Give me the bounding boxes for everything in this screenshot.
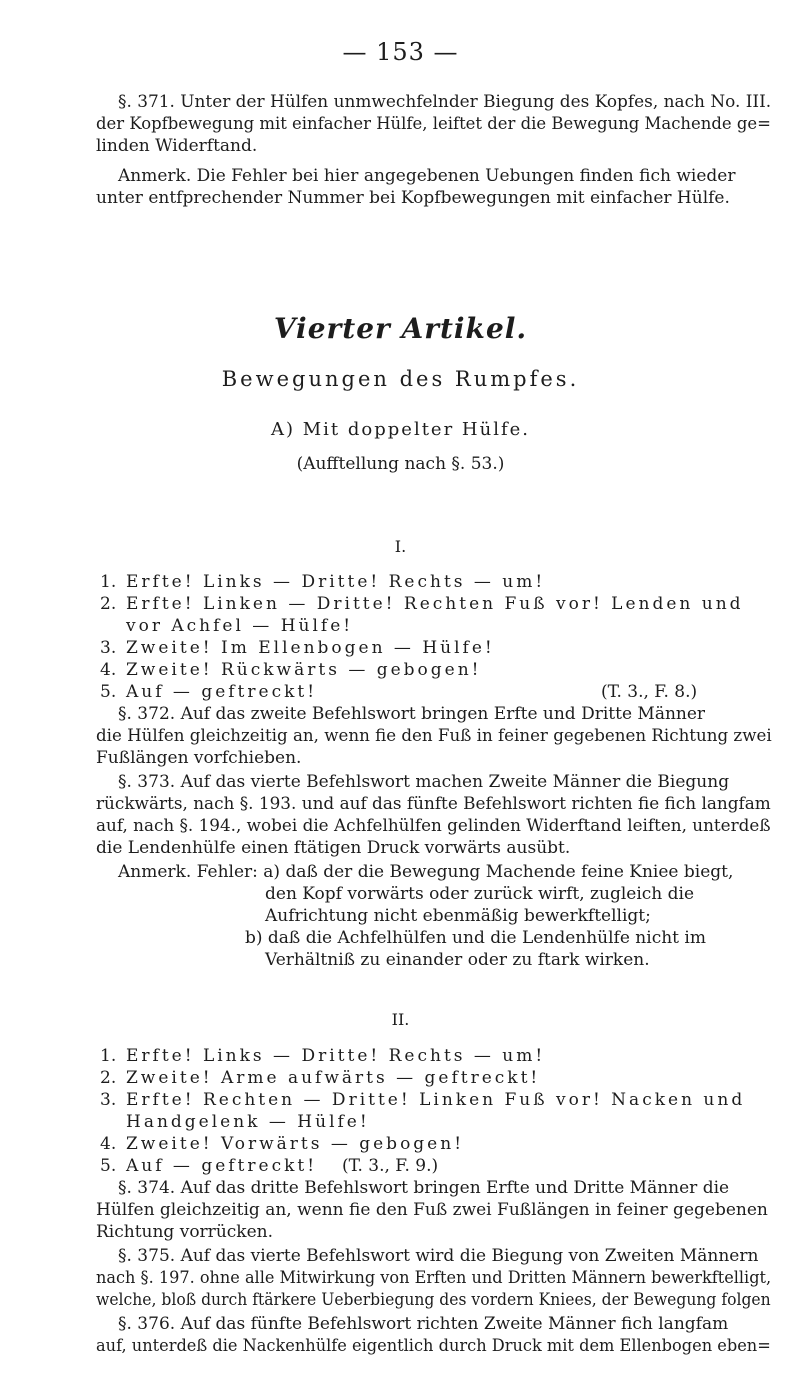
article-heading: Vierter Artikel.	[273, 312, 528, 345]
setup-reference: (Aufftellung nach §. 53.)	[296, 454, 505, 474]
paragraph-376-line-1: §. 376. Auf das fünfte Befehlswort richten Zweite Männer fich langfam	[118, 1314, 729, 1334]
paragraph-375-line-1: §. 375. Auf das vierte Befehlswort wird die Biegung von Zweiten Männern	[118, 1246, 759, 1266]
paragraph-372-line-1: §. 372. Auf das zweite Befehlswort bringen Erfte und Dritte Männer	[118, 704, 706, 724]
command-2-4: 4. Zweite! Vorwärts — gebogen!	[100, 1134, 465, 1154]
note-2-line-3: Aufrichtung nicht ebenmäßig bewerkftelligt;	[265, 906, 651, 926]
command-2: 2. Erfte! Linken — Dritte! Rechten Fuß vor! Lenden und	[100, 594, 744, 614]
paragraph-372-line-2: die Hülfen gleichzeitig an, wenn fie den Fuß in feiner gegebenen Richtung zwei	[96, 726, 772, 746]
subsection-title: A) Mit doppelter Hülfe.	[271, 419, 530, 440]
section-2-numeral: II.	[391, 1010, 410, 1029]
paragraph-372-line-3: Fußlängen vorfchieben.	[96, 748, 302, 768]
figure-reference-2: (T. 3., F. 9.)	[342, 1156, 439, 1176]
page-number: — 153 —	[342, 38, 459, 66]
paragraph-371-line-2: der Kopfbewegung mit einfacher Hülfe, leiftet der die Bewegung Machende ge=	[96, 114, 771, 134]
paragraph-373-line-1: §. 373. Auf das vierte Befehlswort machen Zweite Männer die Biegung	[118, 772, 730, 792]
section-1-numeral: I.	[394, 537, 407, 556]
command-4: 4. Zweite! Rückwärts — gebogen!	[100, 660, 482, 680]
note-2-line-1: Anmerk. Fehler: a) daß der die Bewegung Machende feine Kniee biegt,	[118, 862, 734, 882]
command-2-5: 5. Auf — geftreckt!	[100, 1156, 318, 1176]
command-5: 5. Auf — geftreckt!	[100, 682, 318, 702]
command-3: 3. Zweite! Im Ellenbogen — Hülfe!	[100, 638, 495, 658]
note-2-line-5: Verhältniß zu einander oder zu ftark wirken.	[265, 950, 650, 970]
command-2-3-continued: Handgelenk — Hülfe!	[126, 1112, 370, 1132]
command-2-continued: vor Achfel — Hülfe!	[126, 616, 354, 636]
paragraph-373-line-4: die Lendenhülfe einen ftätigen Druck vorwärts ausübt.	[96, 838, 571, 858]
paragraph-375-line-2: nach §. 197. ohne alle Mitwirkung von Erften und Dritten Männern bewerkftelligt,	[96, 1268, 772, 1288]
paragraph-373-line-3: auf, nach §. 194., wobei die Achfelhülfen gelinden Widerftand leiften, unterdeß	[96, 816, 771, 836]
paragraph-375-line-3: welche, bloß durch ftärkere Ueberbiegung des vordern Kniees, der Bewegung folgen	[96, 1290, 771, 1310]
command-2-2: 2. Zweite! Arme aufwärts — geftreckt!	[100, 1068, 541, 1088]
note-2-line-4: b) daß die Achfelhülfen und die Lendenhülfe nicht im	[245, 928, 706, 948]
command-2-3: 3. Erfte! Rechten — Dritte! Linken Fuß vor! Nacken und	[100, 1090, 746, 1110]
paragraph-374-line-2: Hülfen gleichzeitig an, wenn fie den Fuß zwei Fußlängen in feiner gegebenen	[96, 1200, 768, 1220]
paragraph-371-line-1: §. 371. Unter der Hülfen unmwechfelnder Biegung des Kopfes, nach No. III.	[118, 92, 772, 112]
figure-reference-1: (T. 3., F. 8.)	[601, 682, 698, 702]
paragraph-371-line-3: linden Widerftand.	[96, 136, 258, 156]
paragraph-374-line-3: Richtung vorrücken.	[96, 1222, 273, 1242]
section-title: Bewegungen des Rumpfes.	[221, 367, 580, 391]
note-1-line-1: Anmerk. Die Fehler bei hier angegebenen Uebungen finden fich wieder	[118, 166, 736, 186]
paragraph-373-line-2: rückwärts, nach §. 193. und auf das fünfte Befehlswort richten fie fich langfam	[96, 794, 771, 814]
command-1: 1. Erfte! Links — Dritte! Rechts — um!	[100, 572, 546, 592]
note-1-line-2: unter entfprechender Nummer bei Kopfbewegungen mit einfacher Hülfe.	[96, 188, 730, 208]
paragraph-374-line-1: §. 374. Auf das dritte Befehlswort bringen Erfte und Dritte Männer die	[118, 1178, 730, 1198]
paragraph-376-line-2: auf, unterdeß die Nackenhülfe eigentlich durch Druck mit dem Ellenbogen eben=	[96, 1336, 771, 1356]
command-2-1: 1. Erfte! Links — Dritte! Rechts — um!	[100, 1046, 546, 1066]
note-2-line-2: den Kopf vorwärts oder zurück wirft, zugleich die	[265, 884, 695, 904]
